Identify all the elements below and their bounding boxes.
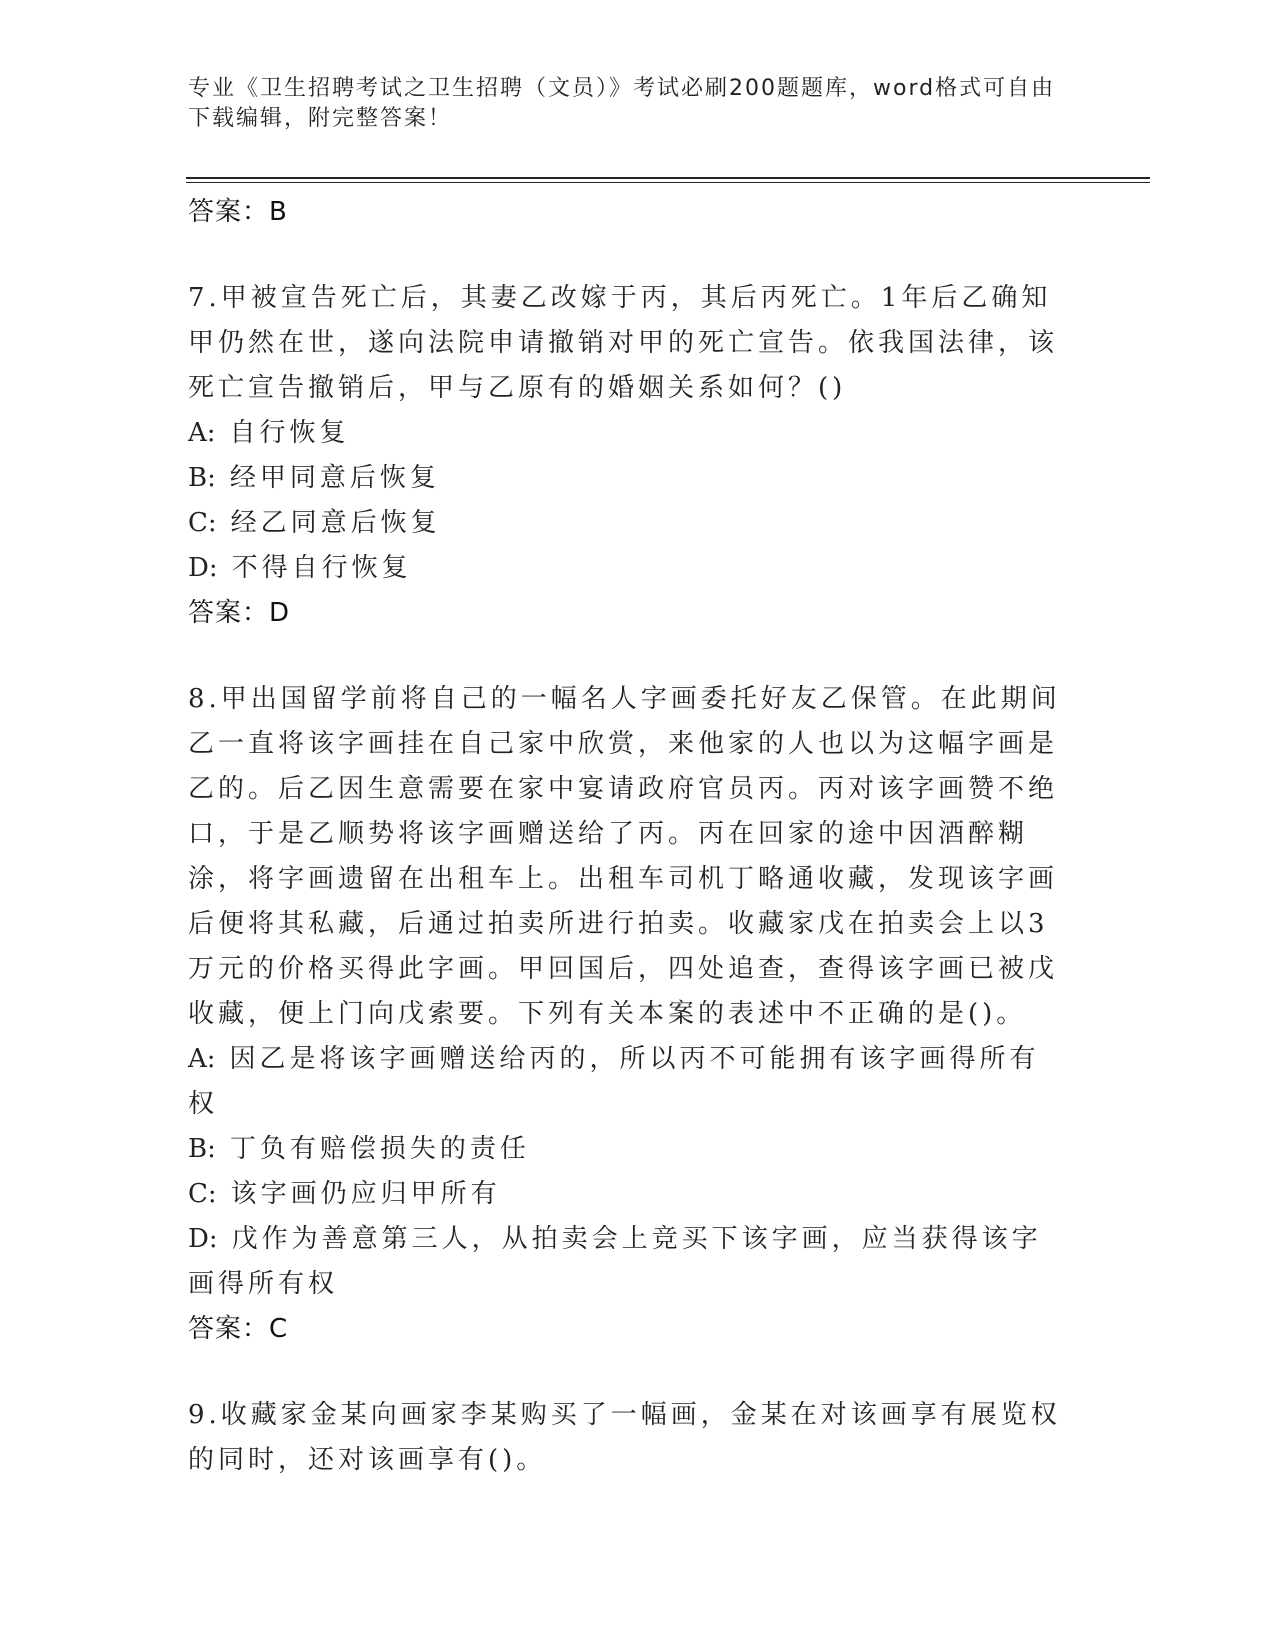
option-c	[188, 501, 1068, 546]
option-b	[188, 1127, 1068, 1172]
option-d	[188, 1217, 1068, 1307]
page-header: 专业《卫生招聘考试之卫生招聘（文员）》考试必刷200题题库，word格式可自由下载编辑，附完整答案！	[188, 76, 1056, 131]
option-letter: A:	[188, 1044, 216, 1074]
option-a	[188, 411, 1068, 456]
option-text: 因乙是将该字画赠送给丙的，所以丙不可能拥有该字画得所有权	[188, 1044, 1040, 1119]
option-text: 自行恢复	[229, 418, 350, 448]
option-c	[188, 1172, 1068, 1217]
spacer	[188, 635, 1068, 677]
question-text: 8.甲出国留学前将自己的一幅名人字画委托好友乙保管。在此期间乙一直将该字画挂在自己家中欣赏，来他家的人也以为这幅字画是乙的。后乙因生意需要在家中宴请政府官员丙。丙对该字画赞不绝口，于是乙顺势将该字画赠送给了丙。丙在回家的途中因酒醉糊涂，将字画遗留在出租车上。出租车司机丁略通收藏，发现该字画后便将其私藏，后通过拍卖所进行拍卖。收藏家戊在拍卖会上以3万元的价格买得此字画。甲回国后，四处追查，查得该字画已被戊收藏，便上门向戊索要。下列有关本案的表述中不正确的是()。	[188, 684, 1061, 1029]
header-rule-thick	[186, 177, 1150, 179]
question-block-7	[188, 276, 1068, 635]
option-b	[188, 456, 1068, 501]
question-block-9	[188, 1393, 1068, 1483]
question-block-8	[188, 677, 1068, 1351]
option-letter: C:	[188, 508, 217, 538]
question-text: 9.收藏家金某向画家李某购买了一幅画，金某在对该画享有展览权的同时，还对该画享有()。	[188, 1400, 1061, 1475]
spacer	[188, 1351, 1068, 1393]
answer-line: 答案：B	[188, 197, 288, 227]
option-text: 戊作为善意第三人，从拍卖会上竞买下该字画，应当获得该字画得所有权	[188, 1224, 1042, 1299]
option-letter: A:	[188, 418, 216, 448]
option-text: 经甲同意后恢复	[229, 463, 440, 493]
option-d	[188, 546, 1068, 591]
option-text: 经乙同意后恢复	[230, 508, 441, 538]
option-letter: D:	[188, 553, 218, 583]
option-text: 该字画仍应归甲所有	[230, 1179, 501, 1209]
answer-line: 答案：D	[188, 598, 291, 628]
option-letter: B:	[188, 1134, 216, 1164]
option-letter: C:	[188, 1179, 217, 1209]
option-letter: B:	[188, 463, 216, 493]
option-text: 不得自行恢复	[231, 553, 412, 583]
option-text: 丁负有赔偿损失的责任	[229, 1134, 530, 1164]
answer-line: 答案：C	[188, 1314, 289, 1344]
option-a	[188, 1037, 1068, 1127]
spacer	[188, 234, 1068, 276]
document-content	[188, 190, 1068, 1483]
question-text: 7.甲被宣告死亡后，其妻乙改嫁于丙，其后丙死亡。1年后乙确知甲仍然在世，遂向法院申请撤销对甲的死亡宣告。依我国法律，该死亡宣告撤销后，甲与乙原有的婚姻关系如何？()	[188, 283, 1059, 403]
option-letter: D:	[188, 1224, 218, 1254]
header-rule-thin	[186, 182, 1150, 183]
